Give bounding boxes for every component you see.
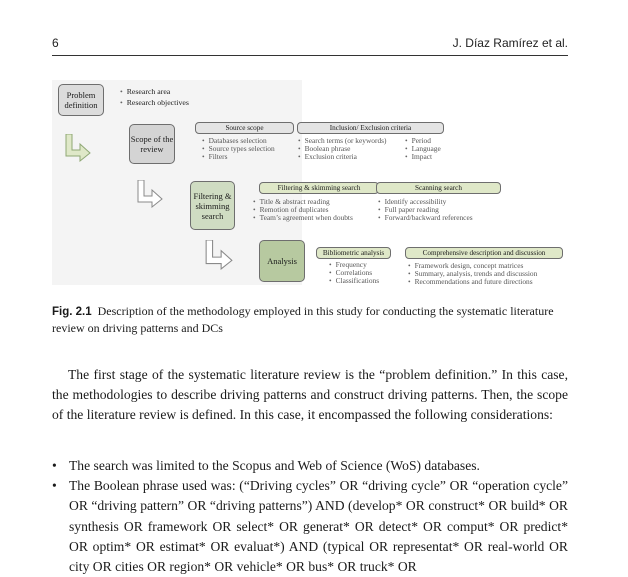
filtering-skimming-header: Filtering & skimming search [259,182,379,194]
scanning-search-header: Scanning search [376,182,501,194]
list-item: • Frequency [329,261,379,269]
stage-analysis: Analysis [259,240,305,282]
list-item: • Research area [120,86,189,97]
comprehensive-description-list [408,262,537,287]
list-item: • Summary, analysis, trends and discussion [408,270,537,278]
list-item: • Classifications [329,277,379,285]
list-item: • The Boolean phrase used was: (“Driving cycles” OR “driving cycle” OR “operation cycle” OR “driving pattern” OR “driving patterns”) AND (develop* OR construct* OR build* OR synthesis OR framework OR select* OR generat* OR detect* OR comput* OR predict* OR optim* OR estimat* OR evaluat*) AND (typical OR representat* OR real-world OR city OR cities OR region* OR vehicle* OR bus* OR truck* OR [52,478,568,575]
list-item: • Framework design, concept matrices [408,262,537,270]
running-header-authors: J. Díaz Ramírez et al. [452,36,568,50]
list-item: • Impact [405,153,441,161]
figure-caption [52,303,568,336]
bibliometric-analysis-header: Bibliometric analysis [316,247,391,259]
inclusion-exclusion-list-right [405,137,441,162]
figure-caption-label: Fig. 2.1 [52,306,92,318]
list-item: • Remotion of duplicates [253,206,353,214]
list-item: • Forward/backward references [378,214,473,222]
list-item: • Exclusion criteria [298,153,386,161]
list-item: • Language [405,145,441,153]
down-right-arrow-icon [204,240,234,270]
inclusion-exclusion-header: Inclusion/ Exclusion criteria [297,122,444,134]
list-item: • Source types selection [202,145,275,153]
source-scope-header: Source scope [195,122,294,134]
down-right-arrow-icon [136,180,164,208]
page-number: 6 [52,36,59,50]
bibliometric-analysis-list [329,261,379,286]
list-item: • The search was limited to the Scopus and Web of Science (WoS) databases. [52,456,568,476]
scanning-search-list [378,198,473,223]
inclusion-exclusion-list [298,137,386,162]
list-item: • Filters [202,153,275,161]
methodology-figure [52,80,568,290]
header-rule [52,55,568,56]
list-item: • Title & abstract reading [253,198,353,206]
bullet-icon: • [52,458,57,473]
list-item: • Research objectives [120,97,189,108]
list-item: • Team’s agreement when doubts [253,214,353,222]
list-item: • Period [405,137,441,145]
list-item: • Databases selection [202,137,275,145]
list-item: • Boolean phrase [298,145,386,153]
list-item: • Search terms (or keywords) [298,137,386,145]
list-item: • Correlations [329,269,379,277]
list-item: • Identify accessibility [378,198,473,206]
stage-scope-of-review: Scope of the review [129,124,175,164]
source-scope-list [202,137,275,162]
down-right-arrow-icon [64,134,92,162]
figure-caption-text: Description of the methodology employed in this study for conducting the systematic literature review on driving patterns and DCs [52,304,554,335]
stage-problem-definition: Problem definition [58,84,104,116]
list-item: • Full paper reading [378,206,473,214]
comprehensive-description-header: Comprehensive description and discussion [405,247,563,259]
stage-filtering-skimming: Filtering & skimming search [190,181,235,230]
filtering-skimming-list [253,198,353,223]
bullet-icon: • [52,478,57,494]
body-paragraph: The first stage of the systematic literature review is the “problem definition.” In this case, the methodologies to describe driving patterns and construct driving patterns. Then, the scope of the literature review is defined. In this case, it encompassed the following considerations: [52,367,568,423]
objectives-list [120,86,189,108]
considerations-list [52,456,568,577]
list-item: • Recommendations and future directions [408,278,537,286]
